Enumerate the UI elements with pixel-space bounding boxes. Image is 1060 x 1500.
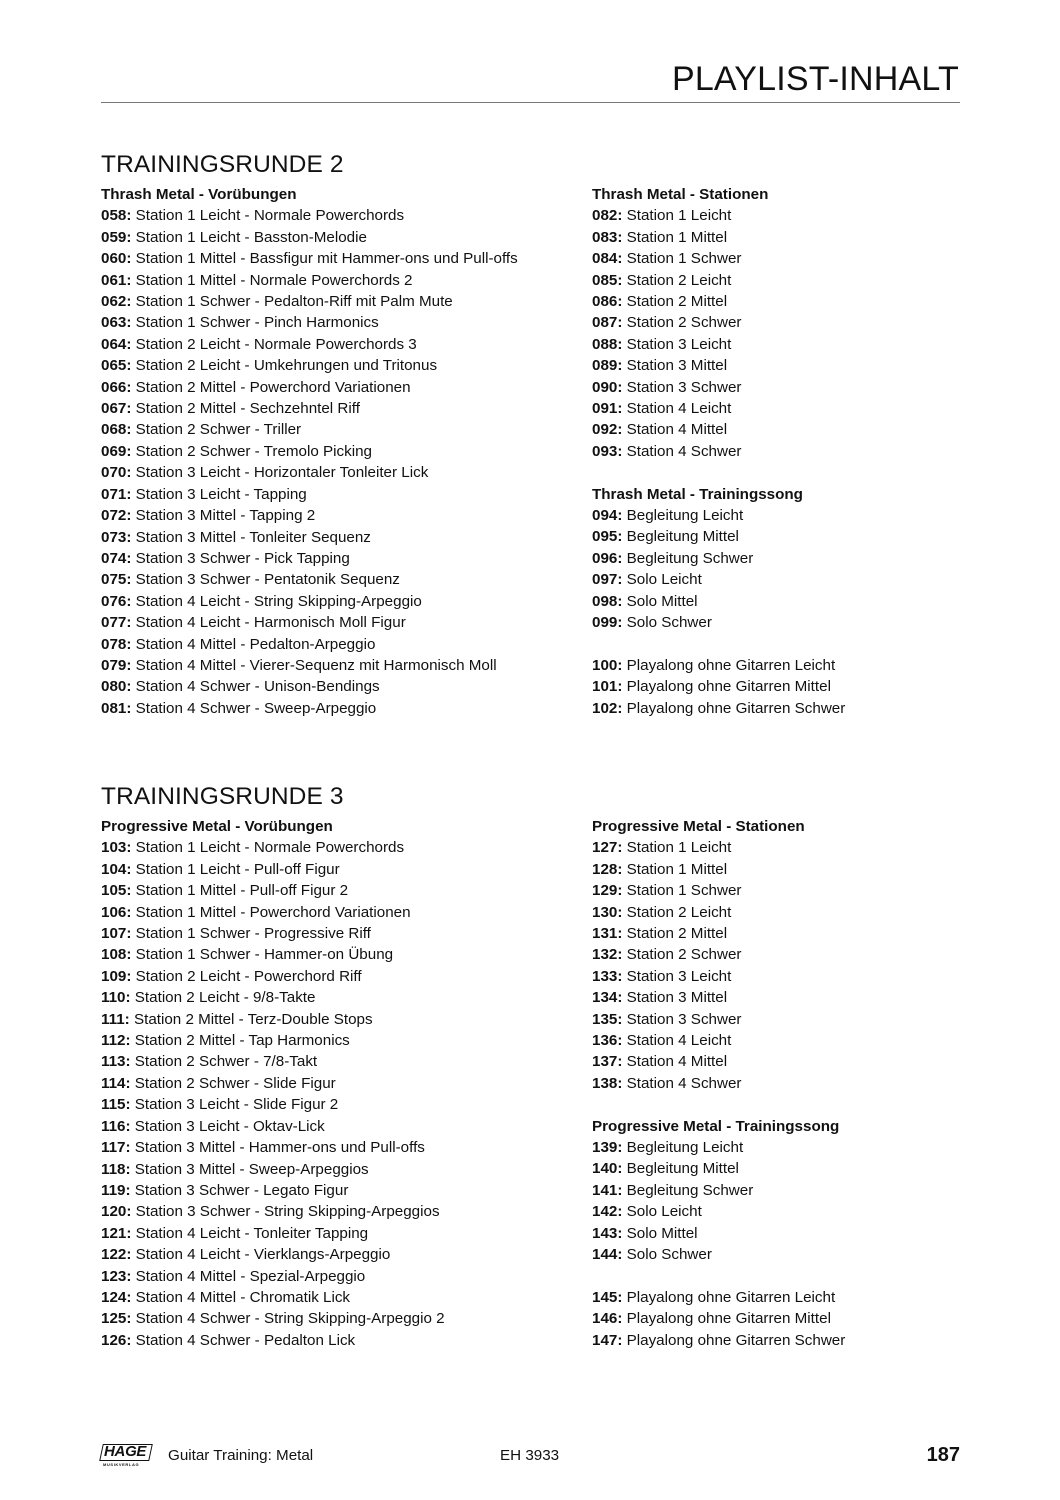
track-number: 086: [592, 293, 623, 311]
track-title: Station 4 Mittel [626, 1053, 728, 1071]
section-title: TRAININGSRUNDE 2 [101, 151, 344, 178]
track-item [592, 902, 962, 923]
track-title: Station 4 Leicht - Vierklangs-Arpeggio [135, 1246, 391, 1264]
track-title: Station 4 Mittel - Vierer-Sequenz mit Harmonisch Moll [135, 656, 497, 674]
track-item [592, 1201, 962, 1222]
track-title: Station 3 Leicht - Horizontaler Tonleiter Lick [135, 464, 429, 482]
track-number: 131: [592, 925, 623, 943]
track-item [101, 1266, 581, 1287]
track-title: Playalong ohne Gitarren Schwer [626, 699, 846, 717]
track-item [592, 1030, 962, 1051]
track-item [592, 355, 962, 376]
track-item [101, 270, 581, 291]
track-item [101, 1030, 581, 1051]
track-number: 117: [101, 1139, 131, 1157]
track-number: 075: [101, 571, 132, 589]
track-number: 114: [101, 1074, 131, 1092]
track-number: 089: [592, 357, 623, 375]
track-title: Station 2 Leicht - 9/8-Takte [134, 989, 316, 1007]
track-number: 058: [101, 207, 132, 225]
track-title: Begleitung Leicht [626, 507, 744, 525]
track-item [101, 398, 581, 419]
group-header: Thrash Metal - Vorübungen [101, 186, 297, 203]
track-item [101, 1051, 581, 1072]
track-title: Station 2 Leicht - Normale Powerchords 3 [135, 335, 417, 353]
track-number: 137: [592, 1053, 623, 1071]
track-item [592, 944, 962, 965]
section-title: TRAININGSRUNDE 3 [101, 783, 344, 810]
track-title: Station 4 Schwer - Pedalton Lick [135, 1331, 356, 1349]
track-title: Station 4 Mittel - Spezial-Arpeggio [135, 1267, 366, 1285]
track-title: Playalong ohne Gitarren Mittel [626, 678, 831, 696]
track-number: 067: [101, 400, 132, 418]
track-item [101, 902, 581, 923]
track-number: 103: [101, 839, 132, 857]
track-title: Station 1 Mittel [626, 860, 728, 878]
track-title: Station 1 Leicht - Normale Powerchords [135, 839, 405, 857]
track-item [592, 1287, 962, 1308]
track-number: 070: [101, 464, 132, 482]
group-spacer [592, 1266, 962, 1287]
track-title: Station 2 Leicht - Umkehrungen und Tritonus [135, 357, 438, 375]
track-number: 094: [592, 507, 623, 525]
track-title: Station 2 Schwer [626, 314, 742, 332]
track-item [101, 1116, 581, 1137]
track-item [101, 944, 581, 965]
track-title: Station 2 Mittel [626, 925, 728, 943]
track-title: Station 1 Mittel - Powerchord Variationen [135, 903, 411, 921]
track-number: 071: [101, 485, 132, 503]
track-item [592, 880, 962, 901]
track-item [101, 1159, 581, 1180]
track-title: Station 3 Mittel - Tonleiter Sequenz [135, 528, 371, 546]
track-number: 100: [592, 656, 623, 674]
right-column [592, 816, 962, 1351]
logo-subtext: MUSIKVERLAG [103, 1462, 140, 1467]
publisher-logo [101, 1444, 153, 1470]
track-number: 147: [592, 1331, 623, 1349]
track-number: 063: [101, 314, 132, 332]
group-spacer [592, 462, 962, 483]
track-number: 143: [592, 1224, 623, 1242]
track-number: 059: [101, 228, 132, 246]
track-item [592, 1073, 962, 1094]
track-item [592, 1223, 962, 1244]
track-item [101, 923, 581, 944]
track-number: 083: [592, 228, 623, 246]
track-title: Begleitung Mittel [626, 1160, 739, 1178]
track-number: 096: [592, 549, 623, 567]
track-item [101, 548, 581, 569]
track-title: Station 1 Mittel [626, 228, 728, 246]
track-title: Station 4 Schwer - Unison-Bendings [135, 678, 380, 696]
book-title: Guitar Training: Metal [168, 1447, 314, 1464]
track-item [101, 377, 581, 398]
track-title: Station 3 Schwer - Legato Figur [134, 1181, 349, 1199]
track-item [101, 987, 581, 1008]
track-number: 112: [101, 1032, 131, 1050]
track-title: Station 2 Mittel [626, 293, 728, 311]
title-divider [101, 102, 960, 103]
track-number: 087: [592, 314, 623, 332]
track-item [101, 248, 581, 269]
track-title: Playalong ohne Gitarren Leicht [626, 1288, 836, 1306]
track-number: 080: [101, 678, 132, 696]
track-number: 144: [592, 1246, 623, 1264]
track-item [592, 1009, 962, 1030]
track-title: Station 4 Leicht - String Skipping-Arpeggio [135, 592, 422, 610]
track-title: Station 2 Schwer - Slide Figur [134, 1074, 336, 1092]
track-number: 109: [101, 967, 132, 985]
track-title: Playalong ohne Gitarren Schwer [626, 1331, 846, 1349]
track-number: 088: [592, 335, 623, 353]
track-item [101, 591, 581, 612]
track-title: Station 4 Schwer - Sweep-Arpeggio [135, 699, 377, 717]
track-item [101, 1094, 581, 1115]
track-item [101, 291, 581, 312]
track-title: Station 1 Schwer - Progressive Riff [135, 925, 371, 943]
track-item [101, 676, 581, 697]
track-item [592, 441, 962, 462]
track-number: 111: [101, 1010, 130, 1028]
track-title: Station 4 Mittel - Chromatik Lick [135, 1288, 351, 1306]
track-number: 121: [101, 1224, 132, 1242]
track-number: 140: [592, 1160, 623, 1178]
track-number: 125: [101, 1310, 132, 1328]
track-item [592, 966, 962, 987]
track-number: 136: [592, 1032, 623, 1050]
track-item [592, 227, 962, 248]
track-number: 091: [592, 400, 623, 418]
left-column [101, 816, 581, 1351]
track-item [101, 1308, 581, 1329]
track-title: Station 3 Schwer - String Skipping-Arpeggios [135, 1203, 440, 1221]
track-title: Station 4 Schwer - String Skipping-Arpeggio 2 [135, 1310, 445, 1328]
track-item [101, 698, 581, 719]
track-number: 132: [592, 946, 623, 964]
page-footer [101, 1444, 960, 1470]
track-title: Station 3 Schwer [626, 1010, 742, 1028]
track-number: 128: [592, 860, 623, 878]
track-title: Station 1 Schwer - Hammer-on Übung [135, 946, 394, 964]
track-number: 093: [592, 442, 623, 460]
track-title: Playalong ohne Gitarren Leicht [626, 656, 836, 674]
track-title: Station 3 Mittel - Tapping 2 [135, 507, 316, 525]
track-item [101, 419, 581, 440]
track-number: 118: [101, 1160, 131, 1178]
track-item [101, 1244, 581, 1265]
group-header: Progressive Metal - Stationen [592, 818, 805, 835]
track-item [101, 205, 581, 226]
group-header: Progressive Metal - Trainingssong [592, 1117, 840, 1135]
track-number: 082: [592, 207, 623, 225]
track-title: Begleitung Schwer [626, 1181, 754, 1199]
track-number: 139: [592, 1139, 623, 1157]
track-title: Station 3 Leicht [626, 335, 732, 353]
track-title: Station 2 Leicht [626, 271, 732, 289]
track-item [592, 569, 962, 590]
track-number: 069: [101, 442, 132, 460]
track-item [101, 334, 581, 355]
logo-text: HAGE [104, 1443, 147, 1460]
track-item [101, 655, 581, 676]
track-title: Station 4 Mittel - Pedalton-Arpeggio [135, 635, 376, 653]
track-number: 098: [592, 592, 623, 610]
track-title: Solo Schwer [626, 614, 712, 632]
track-title: Station 1 Mittel - Normale Powerchords 2 [135, 271, 413, 289]
track-title: Station 3 Mittel - Hammer-ons und Pull-offs [134, 1139, 425, 1157]
track-number: 066: [101, 378, 132, 396]
track-item [101, 880, 581, 901]
track-number: 078: [101, 635, 132, 653]
track-title: Station 4 Leicht [626, 1032, 732, 1050]
track-title: Station 1 Leicht [626, 839, 732, 857]
track-number: 129: [592, 882, 623, 900]
track-title: Station 3 Leicht - Oktav-Lick [134, 1117, 325, 1135]
track-title: Station 1 Leicht - Basston-Melodie [135, 228, 367, 246]
track-number: 064: [101, 335, 132, 353]
track-number: 134: [592, 989, 623, 1007]
track-item [101, 1287, 581, 1308]
track-item [592, 987, 962, 1008]
track-item [101, 1137, 581, 1158]
track-item [592, 1244, 962, 1265]
track-item [592, 1308, 962, 1329]
track-number: 135: [592, 1010, 623, 1028]
track-item [592, 923, 962, 944]
track-number: 113: [101, 1053, 131, 1071]
track-item [101, 569, 581, 590]
track-item [592, 205, 962, 226]
track-number: 105: [101, 882, 132, 900]
track-number: 133: [592, 967, 623, 985]
track-number: 073: [101, 528, 132, 546]
track-number: 107: [101, 925, 132, 943]
page-number: 187 [926, 1444, 960, 1466]
track-title: Station 4 Schwer [626, 442, 742, 460]
track-number: 084: [592, 250, 623, 268]
track-title: Station 2 Leicht - Powerchord Riff [135, 967, 362, 985]
track-item [592, 837, 962, 858]
track-number: 124: [101, 1288, 132, 1306]
track-number: 099: [592, 614, 623, 632]
group-header: Progressive Metal - Vorübungen [101, 818, 333, 835]
track-number: 104: [101, 860, 132, 878]
track-title: Station 3 Schwer [626, 378, 742, 396]
track-title: Station 2 Schwer [626, 946, 742, 964]
track-number: 079: [101, 656, 132, 674]
track-item [101, 355, 581, 376]
track-number: 115: [101, 1096, 131, 1114]
track-title: Begleitung Schwer [626, 549, 754, 567]
track-title: Begleitung Leicht [626, 1139, 744, 1157]
track-number: 062: [101, 293, 132, 311]
track-title: Station 2 Mittel - Tap Harmonics [134, 1032, 350, 1050]
group-header: Thrash Metal - Trainingssong [592, 485, 803, 503]
page-title: PLAYLIST-INHALT [671, 60, 959, 98]
track-title: Station 4 Leicht - Tonleiter Tapping [135, 1224, 369, 1242]
track-item [592, 612, 962, 633]
track-item [592, 248, 962, 269]
track-number: 122: [101, 1246, 132, 1264]
track-title: Solo Mittel [626, 1224, 698, 1242]
track-item [592, 1158, 962, 1179]
track-title: Playalong ohne Gitarren Mittel [626, 1310, 831, 1328]
track-number: 145: [592, 1288, 623, 1306]
track-title: Station 1 Leicht - Normale Powerchords [135, 207, 405, 225]
track-title: Station 2 Mittel - Powerchord Variationen [135, 378, 411, 396]
track-item [101, 966, 581, 987]
left-column [101, 184, 581, 719]
track-item [101, 1201, 581, 1222]
track-number: 092: [592, 421, 623, 439]
track-item [101, 312, 581, 333]
track-number: 076: [101, 592, 132, 610]
catalog-code: EH 3933 [500, 1447, 560, 1464]
track-number: 097: [592, 571, 623, 589]
track-title: Station 1 Leicht [626, 207, 732, 225]
track-number: 142: [592, 1203, 623, 1221]
track-number: 110: [101, 989, 131, 1007]
track-item [592, 1137, 962, 1158]
track-title: Station 2 Schwer - 7/8-Takt [134, 1053, 318, 1071]
track-title: Station 2 Schwer - Tremolo Picking [135, 442, 372, 460]
section-trainingsrunde-2 [101, 150, 961, 717]
group-header: Thrash Metal - Stationen [592, 186, 769, 203]
track-item [101, 634, 581, 655]
track-item [592, 291, 962, 312]
track-item [592, 1180, 962, 1201]
track-number: 065: [101, 357, 132, 375]
group-spacer [592, 1094, 962, 1115]
track-number: 130: [592, 903, 623, 921]
track-item [101, 1330, 581, 1351]
track-number: 068: [101, 421, 132, 439]
track-item [592, 859, 962, 880]
track-title: Solo Schwer [626, 1246, 712, 1264]
track-title: Solo Leicht [626, 1203, 702, 1221]
track-item [592, 1051, 962, 1072]
track-item [592, 270, 962, 291]
track-title: Solo Leicht [626, 571, 702, 589]
track-item [592, 655, 962, 676]
track-number: 127: [592, 839, 623, 857]
track-item [101, 441, 581, 462]
track-title: Station 2 Schwer - Triller [135, 421, 302, 439]
track-title: Station 4 Mittel [626, 421, 728, 439]
track-item [592, 312, 962, 333]
track-item [592, 334, 962, 355]
track-item [592, 591, 962, 612]
track-title: Station 1 Mittel - Pull-off Figur 2 [135, 882, 349, 900]
track-number: 074: [101, 549, 132, 567]
track-title: Station 4 Schwer [626, 1074, 742, 1092]
track-title: Station 1 Schwer - Pinch Harmonics [135, 314, 379, 332]
track-number: 119: [101, 1181, 131, 1199]
track-title: Station 1 Mittel - Bassfigur mit Hammer-ons und Pull-offs [135, 250, 518, 268]
track-item [592, 526, 962, 547]
track-item [592, 419, 962, 440]
track-title: Station 3 Mittel - Sweep-Arpeggios [134, 1160, 369, 1178]
track-item [101, 505, 581, 526]
track-item [101, 612, 581, 633]
track-title: Station 3 Leicht - Slide Figur 2 [134, 1096, 339, 1114]
track-item [592, 505, 962, 526]
track-item [101, 1223, 581, 1244]
track-number: 090: [592, 378, 623, 396]
section-trainingsrunde-3 [101, 782, 961, 1349]
track-title: Station 3 Schwer - Pentatonik Sequenz [135, 571, 400, 589]
track-number: 061: [101, 271, 132, 289]
track-number: 146: [592, 1310, 623, 1328]
track-item [101, 527, 581, 548]
track-item [101, 837, 581, 858]
track-title: Station 3 Mittel [626, 357, 728, 375]
track-number: 141: [592, 1181, 623, 1199]
track-title: Station 1 Schwer [626, 882, 742, 900]
track-title: Solo Mittel [626, 592, 698, 610]
track-title: Station 1 Schwer [626, 250, 742, 268]
track-item [101, 484, 581, 505]
track-title: Station 4 Leicht - Harmonisch Moll Figur [135, 614, 406, 632]
track-number: 095: [592, 528, 623, 546]
track-number: 138: [592, 1074, 623, 1092]
track-item [101, 1180, 581, 1201]
track-number: 116: [101, 1117, 131, 1135]
track-title: Station 2 Mittel - Terz-Double Stops [133, 1010, 373, 1028]
track-item [101, 227, 581, 248]
track-title: Station 3 Leicht - Tapping [135, 485, 307, 503]
right-column [592, 184, 962, 719]
track-item [101, 1073, 581, 1094]
track-item [592, 676, 962, 697]
track-number: 120: [101, 1203, 132, 1221]
track-title: Station 4 Leicht [626, 400, 732, 418]
track-title: Station 1 Schwer - Pedalton-Riff mit Palm Mute [135, 293, 453, 311]
track-number: 102: [592, 699, 623, 717]
track-item [101, 1009, 581, 1030]
track-number: 108: [101, 946, 132, 964]
track-item [101, 859, 581, 880]
track-item [592, 548, 962, 569]
track-title: Station 3 Leicht [626, 967, 732, 985]
track-number: 106: [101, 903, 132, 921]
track-title: Station 2 Mittel - Sechzehntel Riff [135, 400, 360, 418]
group-spacer [592, 634, 962, 655]
track-title: Begleitung Mittel [626, 528, 739, 546]
track-number: 101: [592, 678, 623, 696]
track-number: 085: [592, 271, 623, 289]
track-number: 081: [101, 699, 132, 717]
track-number: 123: [101, 1267, 132, 1285]
track-item [101, 462, 581, 483]
track-title: Station 3 Schwer - Pick Tapping [135, 549, 350, 567]
track-item [592, 398, 962, 419]
track-item [592, 698, 962, 719]
track-number: 126: [101, 1331, 132, 1349]
track-number: 072: [101, 507, 132, 525]
track-title: Station 2 Leicht [626, 903, 732, 921]
track-item [592, 377, 962, 398]
track-item [592, 1330, 962, 1351]
track-title: Station 1 Leicht - Pull-off Figur [135, 860, 340, 878]
track-title: Station 3 Mittel [626, 989, 728, 1007]
track-number: 077: [101, 614, 132, 632]
track-number: 060: [101, 250, 132, 268]
